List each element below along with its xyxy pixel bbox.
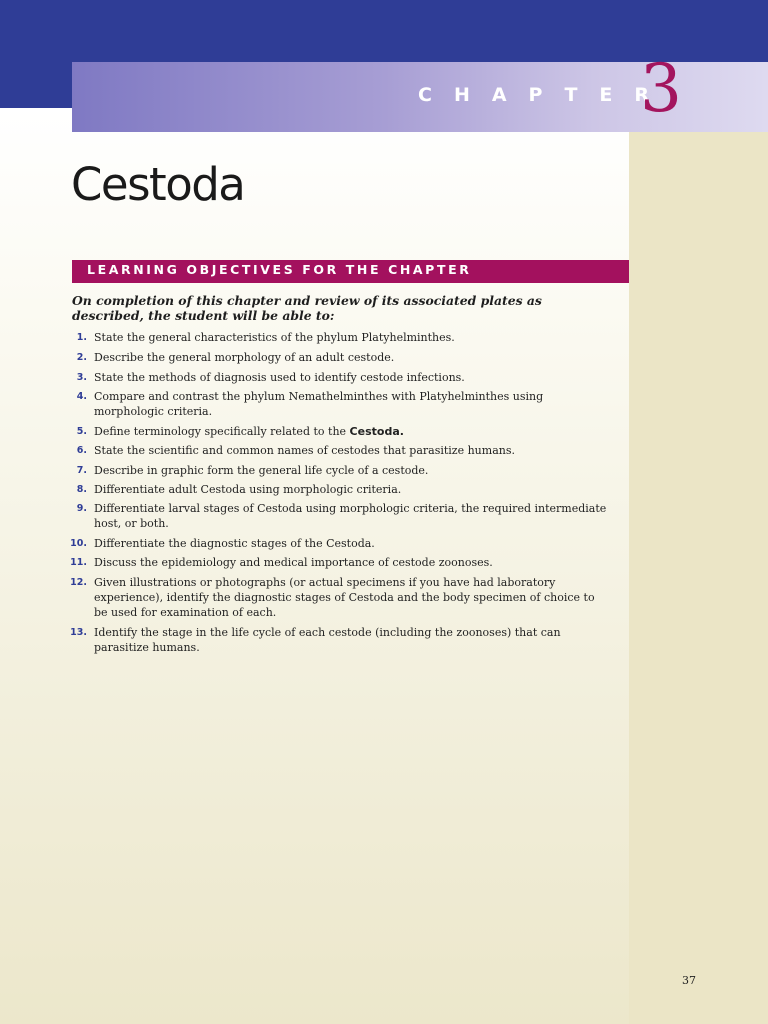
objective-item bbox=[60, 424, 608, 439]
objective-number: 9. bbox=[76, 503, 87, 514]
chapter-label: CHAPTER bbox=[418, 84, 672, 106]
objective-item bbox=[60, 536, 608, 551]
objective-number: 10. bbox=[70, 538, 87, 549]
objective-item bbox=[60, 625, 608, 655]
objective-number: 1. bbox=[76, 332, 87, 343]
objective-text: Compare and contrast the phylum Nemathelminthes with Platyhelminthes using morphologic criteria. bbox=[94, 390, 544, 418]
key-term: Cestoda. bbox=[349, 425, 404, 438]
objective-text: Identify the stage in the life cycle of each cestode (including the zoonoses) that can parasitize humans. bbox=[94, 626, 561, 654]
objective-number: 8. bbox=[76, 484, 87, 495]
section-heading: LEARNING OBJECTIVES FOR THE CHAPTER bbox=[87, 262, 472, 277]
objective-text: State the scientific and common names of cestodes that parasitize humans. bbox=[94, 444, 515, 457]
objective-item bbox=[60, 463, 608, 478]
section-intro: On completion of this chapter and review of its associated plates as described, the student will be able to: bbox=[72, 293, 542, 323]
objective-text: Describe in graphic form the general life cycle of a cestode. bbox=[94, 464, 429, 477]
side-strip bbox=[629, 132, 768, 1024]
objective-item bbox=[60, 330, 608, 345]
page-title: Cestoda bbox=[71, 158, 245, 211]
objective-number: 12. bbox=[70, 577, 87, 588]
objective-number: 2. bbox=[76, 352, 87, 363]
objective-item bbox=[60, 555, 608, 570]
objective-number: 3. bbox=[76, 372, 87, 383]
objective-number: 6. bbox=[76, 445, 87, 456]
objective-item bbox=[60, 370, 608, 385]
objective-item bbox=[60, 350, 608, 365]
objective-text bbox=[94, 424, 608, 439]
objective-text: Differentiate larval stages of Cestoda using morphologic criteria, the required intermediate host, or both. bbox=[94, 502, 607, 530]
objective-item bbox=[60, 389, 608, 419]
objective-item bbox=[60, 575, 608, 620]
objective-text: State the methods of diagnosis used to identify cestode infections. bbox=[94, 371, 465, 384]
objective-item bbox=[60, 501, 608, 531]
objective-text: Discuss the epidemiology and medical importance of cestode zoonoses. bbox=[94, 556, 493, 569]
objective-number: 13. bbox=[70, 627, 87, 638]
objective-text: Given illustrations or photographs (or actual specimens if you have had laboratory experience), identify the diagnostic stages of Cestoda and the body specimen of choice to be used for examination of each. bbox=[94, 576, 595, 619]
objective-number: 4. bbox=[76, 391, 87, 402]
chapter-number: 3 bbox=[640, 50, 682, 127]
objective-number: 11. bbox=[70, 557, 87, 568]
page-number: 37 bbox=[682, 974, 696, 987]
objective-item bbox=[60, 482, 608, 497]
objective-text-lead: Define terminology specifically related to the bbox=[94, 425, 350, 438]
objective-text: State the general characteristics of the phylum Platyhelminthes. bbox=[94, 331, 455, 344]
objective-text: Differentiate adult Cestoda using morphologic criteria. bbox=[94, 483, 402, 496]
objective-number: 5. bbox=[76, 426, 87, 437]
objective-number: 7. bbox=[76, 465, 87, 476]
objective-item bbox=[60, 443, 608, 458]
objective-text: Describe the general morphology of an adult cestode. bbox=[94, 351, 395, 364]
objective-text: Differentiate the diagnostic stages of the Cestoda. bbox=[94, 537, 375, 550]
